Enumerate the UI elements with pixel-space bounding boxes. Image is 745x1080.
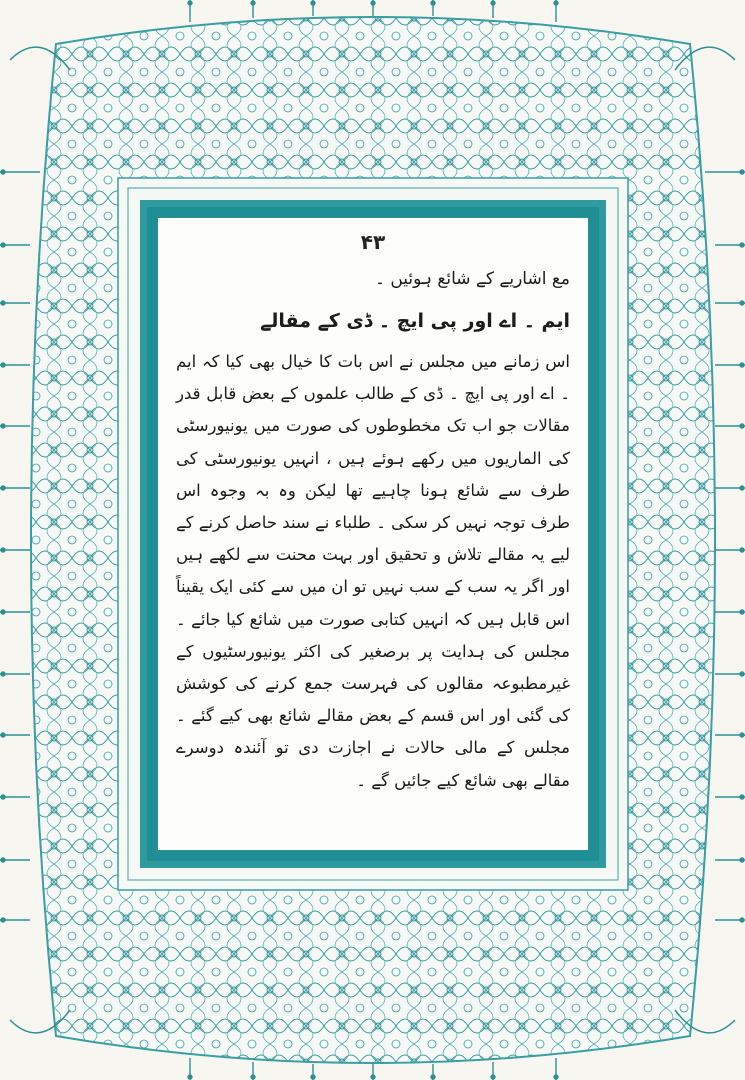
intro-line: مع اشاریے کے شائع ہوئیں ۔ bbox=[375, 269, 570, 289]
page-frame bbox=[140, 200, 606, 868]
text-content bbox=[176, 264, 570, 797]
section-heading: ایم ۔ اے اور پی ایچ ۔ ڈی کے مقالے bbox=[260, 310, 570, 332]
page-number: ۴۳ bbox=[360, 230, 386, 254]
text-panel bbox=[157, 217, 589, 851]
body-paragraph: اس زمانے میں مجلس نے اس بات کا خیال بھی کیا کہ ایم ۔ اے اور پی ایچ ۔ ڈی کے طالب علموں کے بعض قابل قدر مقالات جو اب تک مخطوطوں کی صورت میں یونیورسٹی کی الماریوں میں رکھے ہوئے ہیں ، انہیں یونیورسٹی کی طرف سے شائع ہونا چاہیے تھا لیکن وہ بہ وجوہ اس طرف توجہ نہیں کر سکی ۔ طلباء نے سند حاصل کرنے کے لیے یہ مقالے تلاش و تحقیق اور بہت محنت سے لکھے ہیں اور اگر یہ سب کے سب نہیں تو ان میں سے کئی ایک یقیناً اس قابل ہیں کہ انہیں کتابی صورت میں شائع کیا جائے ۔ مجلس کی ہدایت پر برصغیر کی اکثر یونیورسٹیوں کے غیرمطبوعہ مقالوں کی فہرست جمع کرنے کی کوشش کی گئی اور اس قسم کے بعض مقالے شائع بھی کیے گئے ۔ مجلس کے مالی حالات نے اجازت دی تو آئندہ دوسرے مقالے بھی شائع کیے جائیں گے ۔ bbox=[176, 352, 570, 790]
